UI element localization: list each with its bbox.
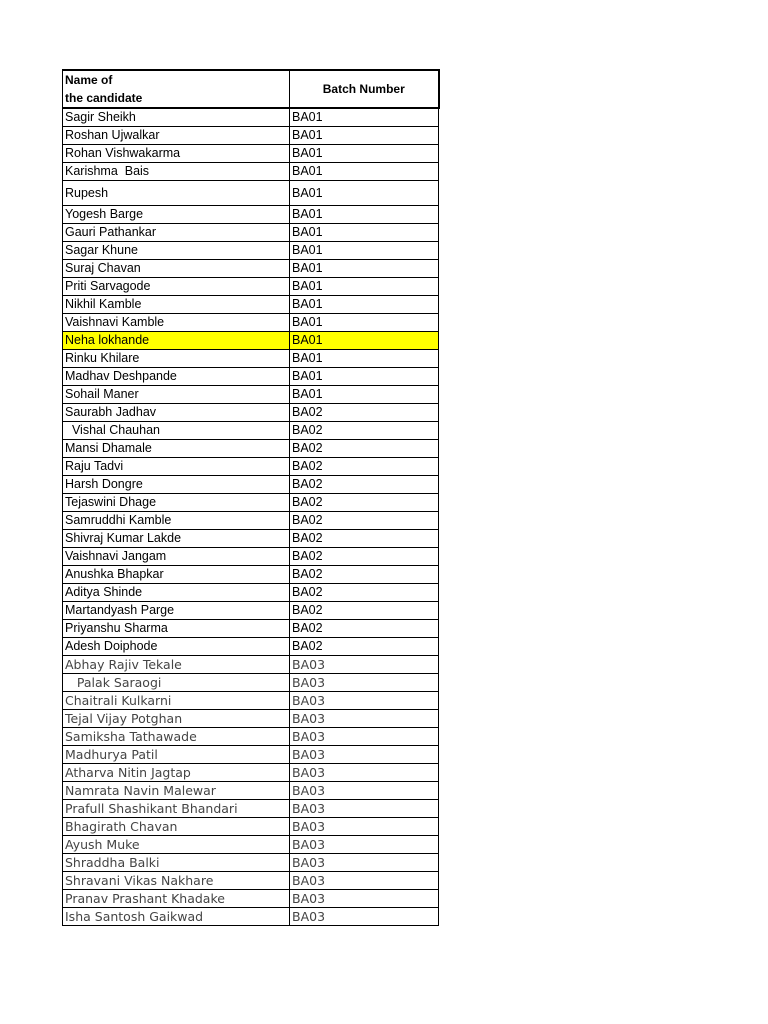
candidate-name-cell[interactable]: Prafull Shashikant Bhandari	[63, 800, 290, 818]
candidate-name-cell[interactable]: Pranav Prashant Khadake	[63, 890, 290, 908]
table-row	[63, 890, 439, 908]
candidate-name-cell[interactable]: Priti Sarvagode	[63, 278, 290, 296]
batch-number-cell[interactable]: BA01	[290, 163, 439, 181]
candidate-name-cell[interactable]: Shraddha Balki	[63, 854, 290, 872]
batch-number-cell[interactable]: BA02	[290, 476, 439, 494]
batch-number-cell[interactable]: BA03	[290, 692, 439, 710]
candidate-name-cell[interactable]: Raju Tadvi	[63, 458, 290, 476]
candidate-name-cell[interactable]: Nikhil Kamble	[63, 296, 290, 314]
table-row	[63, 242, 439, 260]
table-row	[63, 458, 439, 476]
table-row	[63, 728, 439, 746]
batch-number-cell[interactable]: BA01	[290, 332, 439, 350]
batch-number-cell[interactable]: BA02	[290, 458, 439, 476]
candidate-name-cell[interactable]: Shivraj Kumar Lakde	[63, 530, 290, 548]
table-row	[63, 314, 439, 332]
batch-number-cell[interactable]: BA03	[290, 746, 439, 764]
table-row	[63, 368, 439, 386]
batch-number-cell[interactable]: BA03	[290, 764, 439, 782]
batch-number-cell[interactable]: BA03	[290, 656, 439, 674]
candidate-table-container	[62, 69, 438, 926]
table-row	[63, 692, 439, 710]
candidate-name-cell[interactable]: Samiksha Tathawade	[63, 728, 290, 746]
candidate-name-cell[interactable]: Vishal Chauhan	[63, 422, 290, 440]
candidate-name-cell[interactable]: Sohail Maner	[63, 386, 290, 404]
candidate-name-cell[interactable]: Rinku Khilare	[63, 350, 290, 368]
batch-number-cell[interactable]: BA01	[290, 368, 439, 386]
batch-number-cell[interactable]: BA03	[290, 674, 439, 692]
batch-number-cell[interactable]: BA01	[290, 314, 439, 332]
table-row	[63, 127, 439, 145]
candidate-name-cell[interactable]: Suraj Chavan	[63, 260, 290, 278]
table-row	[63, 296, 439, 314]
candidate-name-cell[interactable]: Yogesh Barge	[63, 206, 290, 224]
candidate-name-cell[interactable]: Rupesh	[63, 181, 290, 206]
candidate-name-cell[interactable]: Bhagirath Chavan	[63, 818, 290, 836]
batch-number-cell[interactable]: BA02	[290, 422, 439, 440]
candidate-batch-table	[62, 69, 440, 926]
batch-number-cell[interactable]: BA01	[290, 386, 439, 404]
table-header-row	[63, 70, 439, 108]
batch-number-cell[interactable]: BA01	[290, 206, 439, 224]
batch-number-cell[interactable]: BA02	[290, 602, 439, 620]
candidate-name-cell[interactable]: Karishma Bais	[63, 163, 290, 181]
table-row	[63, 163, 439, 181]
batch-number-cell[interactable]: BA02	[290, 530, 439, 548]
table-row	[63, 710, 439, 728]
batch-number-cell[interactable]: BA02	[290, 404, 439, 422]
candidate-name-cell[interactable]: Priyanshu Sharma	[63, 620, 290, 638]
candidate-name-cell[interactable]: Neha lokhande	[63, 332, 290, 350]
candidate-name-cell[interactable]: Sagir Sheikh	[63, 108, 290, 127]
candidate-name-cell[interactable]: Namrata Navin Malewar	[63, 782, 290, 800]
batch-number-cell[interactable]: BA03	[290, 818, 439, 836]
table-row	[63, 206, 439, 224]
candidate-name-cell[interactable]: Vaishnavi Jangam	[63, 548, 290, 566]
candidate-name-cell[interactable]: Harsh Dongre	[63, 476, 290, 494]
candidate-name-cell[interactable]: Martandyash Parge	[63, 602, 290, 620]
candidate-name-cell[interactable]: Madhav Deshpande	[63, 368, 290, 386]
header-name-line1: Name of	[65, 73, 113, 87]
batch-number-cell[interactable]: BA02	[290, 584, 439, 602]
table-row	[63, 746, 439, 764]
header-name-of-candidate	[63, 70, 290, 108]
candidate-name-cell[interactable]: Roshan Ujwalkar	[63, 127, 290, 145]
candidate-name-cell[interactable]: Ayush Muke	[63, 836, 290, 854]
batch-number-cell[interactable]: BA03	[290, 854, 439, 872]
header-batch-number: Batch Number	[290, 70, 439, 108]
table-row	[63, 386, 439, 404]
batch-number-cell[interactable]: BA03	[290, 728, 439, 746]
table-row	[63, 145, 439, 163]
batch-number-cell[interactable]: BA02	[290, 548, 439, 566]
table-row	[63, 548, 439, 566]
batch-number-cell[interactable]: BA01	[290, 242, 439, 260]
batch-number-cell[interactable]: BA01	[290, 108, 439, 127]
batch-number-cell[interactable]: BA03	[290, 710, 439, 728]
table-body	[63, 108, 439, 926]
candidate-name-cell[interactable]: Isha Santosh Gaikwad	[63, 908, 290, 926]
batch-number-cell[interactable]: BA01	[290, 127, 439, 145]
table-row	[63, 476, 439, 494]
table-row	[63, 566, 439, 584]
table-row	[63, 494, 439, 512]
table-row	[63, 584, 439, 602]
table-row	[63, 836, 439, 854]
batch-number-cell[interactable]: BA02	[290, 620, 439, 638]
candidate-name-cell[interactable]: Palak Saraogi	[63, 674, 290, 692]
table-row	[63, 530, 439, 548]
candidate-name-cell[interactable]: Chaitrali Kulkarni	[63, 692, 290, 710]
candidate-name-cell[interactable]: Tejal Vijay Potghan	[63, 710, 290, 728]
table-row	[63, 674, 439, 692]
table-row	[63, 278, 439, 296]
table-row	[63, 260, 439, 278]
table-row	[63, 908, 439, 926]
table-row	[63, 764, 439, 782]
batch-number-cell[interactable]: BA03	[290, 872, 439, 890]
batch-number-cell[interactable]: BA01	[290, 296, 439, 314]
table-row	[63, 620, 439, 638]
table-row	[63, 854, 439, 872]
candidate-name-cell[interactable]: Atharva Nitin Jagtap	[63, 764, 290, 782]
table-row	[63, 108, 439, 127]
batch-number-cell[interactable]: BA02	[290, 494, 439, 512]
candidate-name-cell[interactable]: Shravani Vikas Nakhare	[63, 872, 290, 890]
batch-number-cell[interactable]: BA03	[290, 908, 439, 926]
candidate-name-cell[interactable]: Vaishnavi Kamble	[63, 314, 290, 332]
batch-number-cell[interactable]: BA01	[290, 145, 439, 163]
candidate-name-cell[interactable]: Samruddhi Kamble	[63, 512, 290, 530]
table-row	[63, 656, 439, 674]
table-row	[63, 602, 439, 620]
batch-number-cell[interactable]: BA02	[290, 638, 439, 656]
table-row	[63, 350, 439, 368]
batch-number-cell[interactable]: BA01	[290, 278, 439, 296]
table-row	[63, 332, 439, 350]
batch-number-cell[interactable]: BA03	[290, 782, 439, 800]
candidate-name-cell[interactable]: Sagar Khune	[63, 242, 290, 260]
batch-number-cell[interactable]: BA03	[290, 800, 439, 818]
table-row	[63, 800, 439, 818]
candidate-name-cell[interactable]: Adesh Doiphode	[63, 638, 290, 656]
table-row	[63, 512, 439, 530]
batch-number-cell[interactable]: BA01	[290, 181, 439, 206]
table-row	[63, 181, 439, 206]
table-row	[63, 224, 439, 242]
batch-number-cell[interactable]: BA03	[290, 836, 439, 854]
candidate-name-cell[interactable]: Saurabh Jadhav	[63, 404, 290, 422]
table-row	[63, 818, 439, 836]
candidate-name-cell[interactable]: Gauri Pathankar	[63, 224, 290, 242]
batch-number-cell[interactable]: BA01	[290, 260, 439, 278]
candidate-name-cell[interactable]: Aditya Shinde	[63, 584, 290, 602]
table-row	[63, 404, 439, 422]
candidate-name-cell[interactable]: Mansi Dhamale	[63, 440, 290, 458]
batch-number-cell[interactable]: BA01	[290, 224, 439, 242]
candidate-name-cell[interactable]: Madhurya Patil	[63, 746, 290, 764]
candidate-name-cell[interactable]: Anushka Bhapkar	[63, 566, 290, 584]
batch-number-cell[interactable]: BA02	[290, 566, 439, 584]
batch-number-cell[interactable]: BA02	[290, 440, 439, 458]
table-row	[63, 440, 439, 458]
batch-number-cell[interactable]: BA02	[290, 512, 439, 530]
candidate-name-cell[interactable]: Rohan Vishwakarma	[63, 145, 290, 163]
batch-number-cell[interactable]: BA03	[290, 890, 439, 908]
table-row	[63, 782, 439, 800]
header-name-line2: the candidate	[65, 91, 143, 105]
table-row	[63, 422, 439, 440]
batch-number-cell[interactable]: BA01	[290, 350, 439, 368]
table-row	[63, 872, 439, 890]
table-row	[63, 638, 439, 656]
candidate-name-cell[interactable]: Abhay Rajiv Tekale	[63, 656, 290, 674]
candidate-name-cell[interactable]: Tejaswini Dhage	[63, 494, 290, 512]
